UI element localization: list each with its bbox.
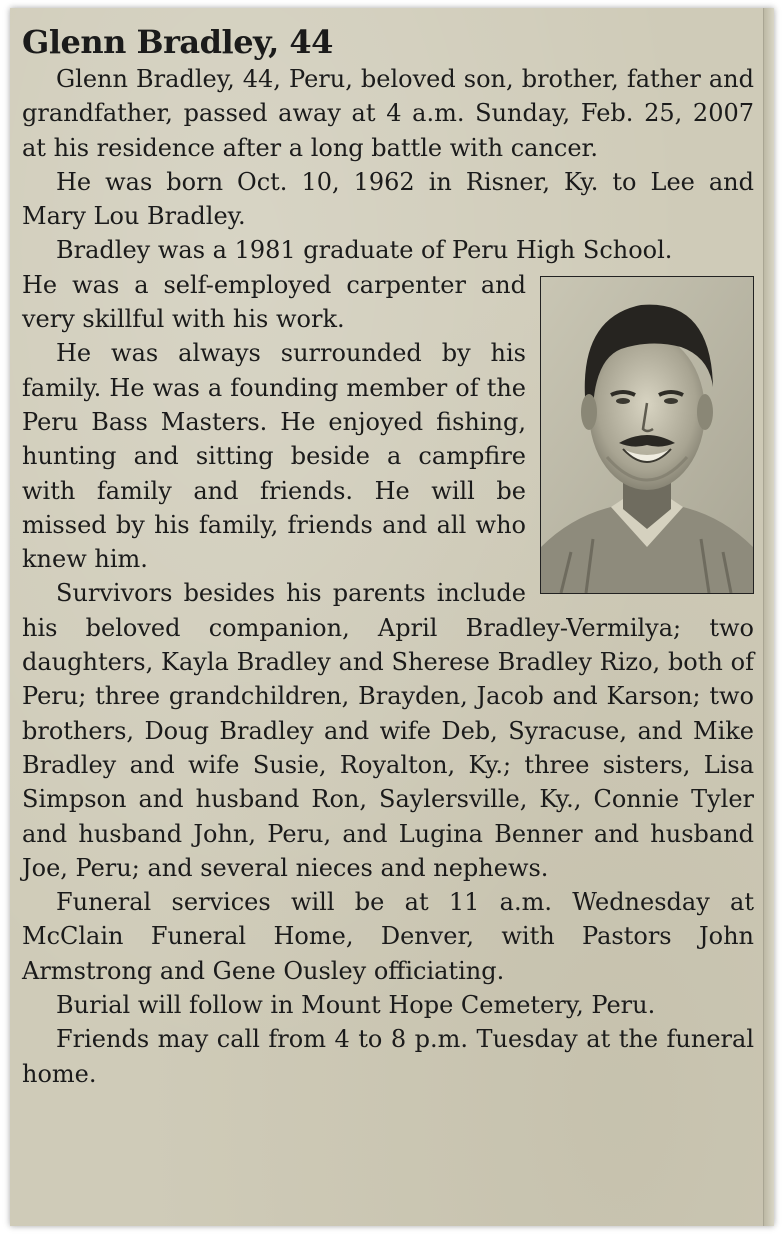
paragraph-education: Bradley was a 1981 graduate of Peru High School. [56, 236, 673, 265]
paragraph-occupation: He was a self-employed carpenter and very skillful with his work. [22, 270, 526, 334]
paragraph-interests: He was always surrounded by his family. He was a founding member of the Peru Bass Masters. He enjoyed fishing, hunting and sitting beside a campfire with family and friends. He will be missed by his family, friends and all who knew him. [22, 339, 526, 574]
paragraph-visitation: Friends may call from 4 to 8 p.m. Tuesday at the funeral home. [22, 1025, 754, 1088]
obituary-headline: Glenn Bradley, 44 [22, 23, 333, 61]
paragraph-burial: Burial will follow in Mount Hope Cemetery, Peru. [56, 991, 656, 1020]
obituary [22, 22, 754, 1091]
obituary-body [22, 62, 754, 1091]
paragraph-survivors: Survivors besides his parents include his beloved companion, April Bradley-Vermilya; two daughters, Kayla Bradley and Sherese Bradley Rizo, both of Peru; three grandchildren, Brayden, Jacob and Karson; two brothers, Doug Bradley and wife Deb, Syracuse, and Mike Bradley and wife Susie, Royalton, Ky.; three sisters, Lisa Simpson and husband Ron, Saylersville, Ky., Connie Tyler and husband John, Peru, and Lugina Benner and husband Joe, Peru; and several nieces and nephews. [22, 579, 754, 882]
paragraph-funeral: Funeral services will be at 11 a.m. Wednesday at McClain Funeral Home, Denver, with Pastors John Armstrong and Gene Ousley officiating. [22, 888, 754, 985]
paragraph-announcement: Glenn Bradley, 44, Peru, beloved son, brother, father and grandfather, passed away at 4 a.m. Sunday, Feb. 25, 2007 at his residence after a long battle with cancer. [22, 65, 754, 162]
portrait-image [541, 277, 753, 593]
adjacent-column-edge [763, 8, 774, 1226]
paragraph-birth: He was born Oct. 10, 1962 in Risner, Ky. to Lee and Mary Lou Bradley. [22, 167, 754, 231]
portrait-photo [540, 276, 754, 594]
newspaper-clipping [10, 8, 774, 1226]
